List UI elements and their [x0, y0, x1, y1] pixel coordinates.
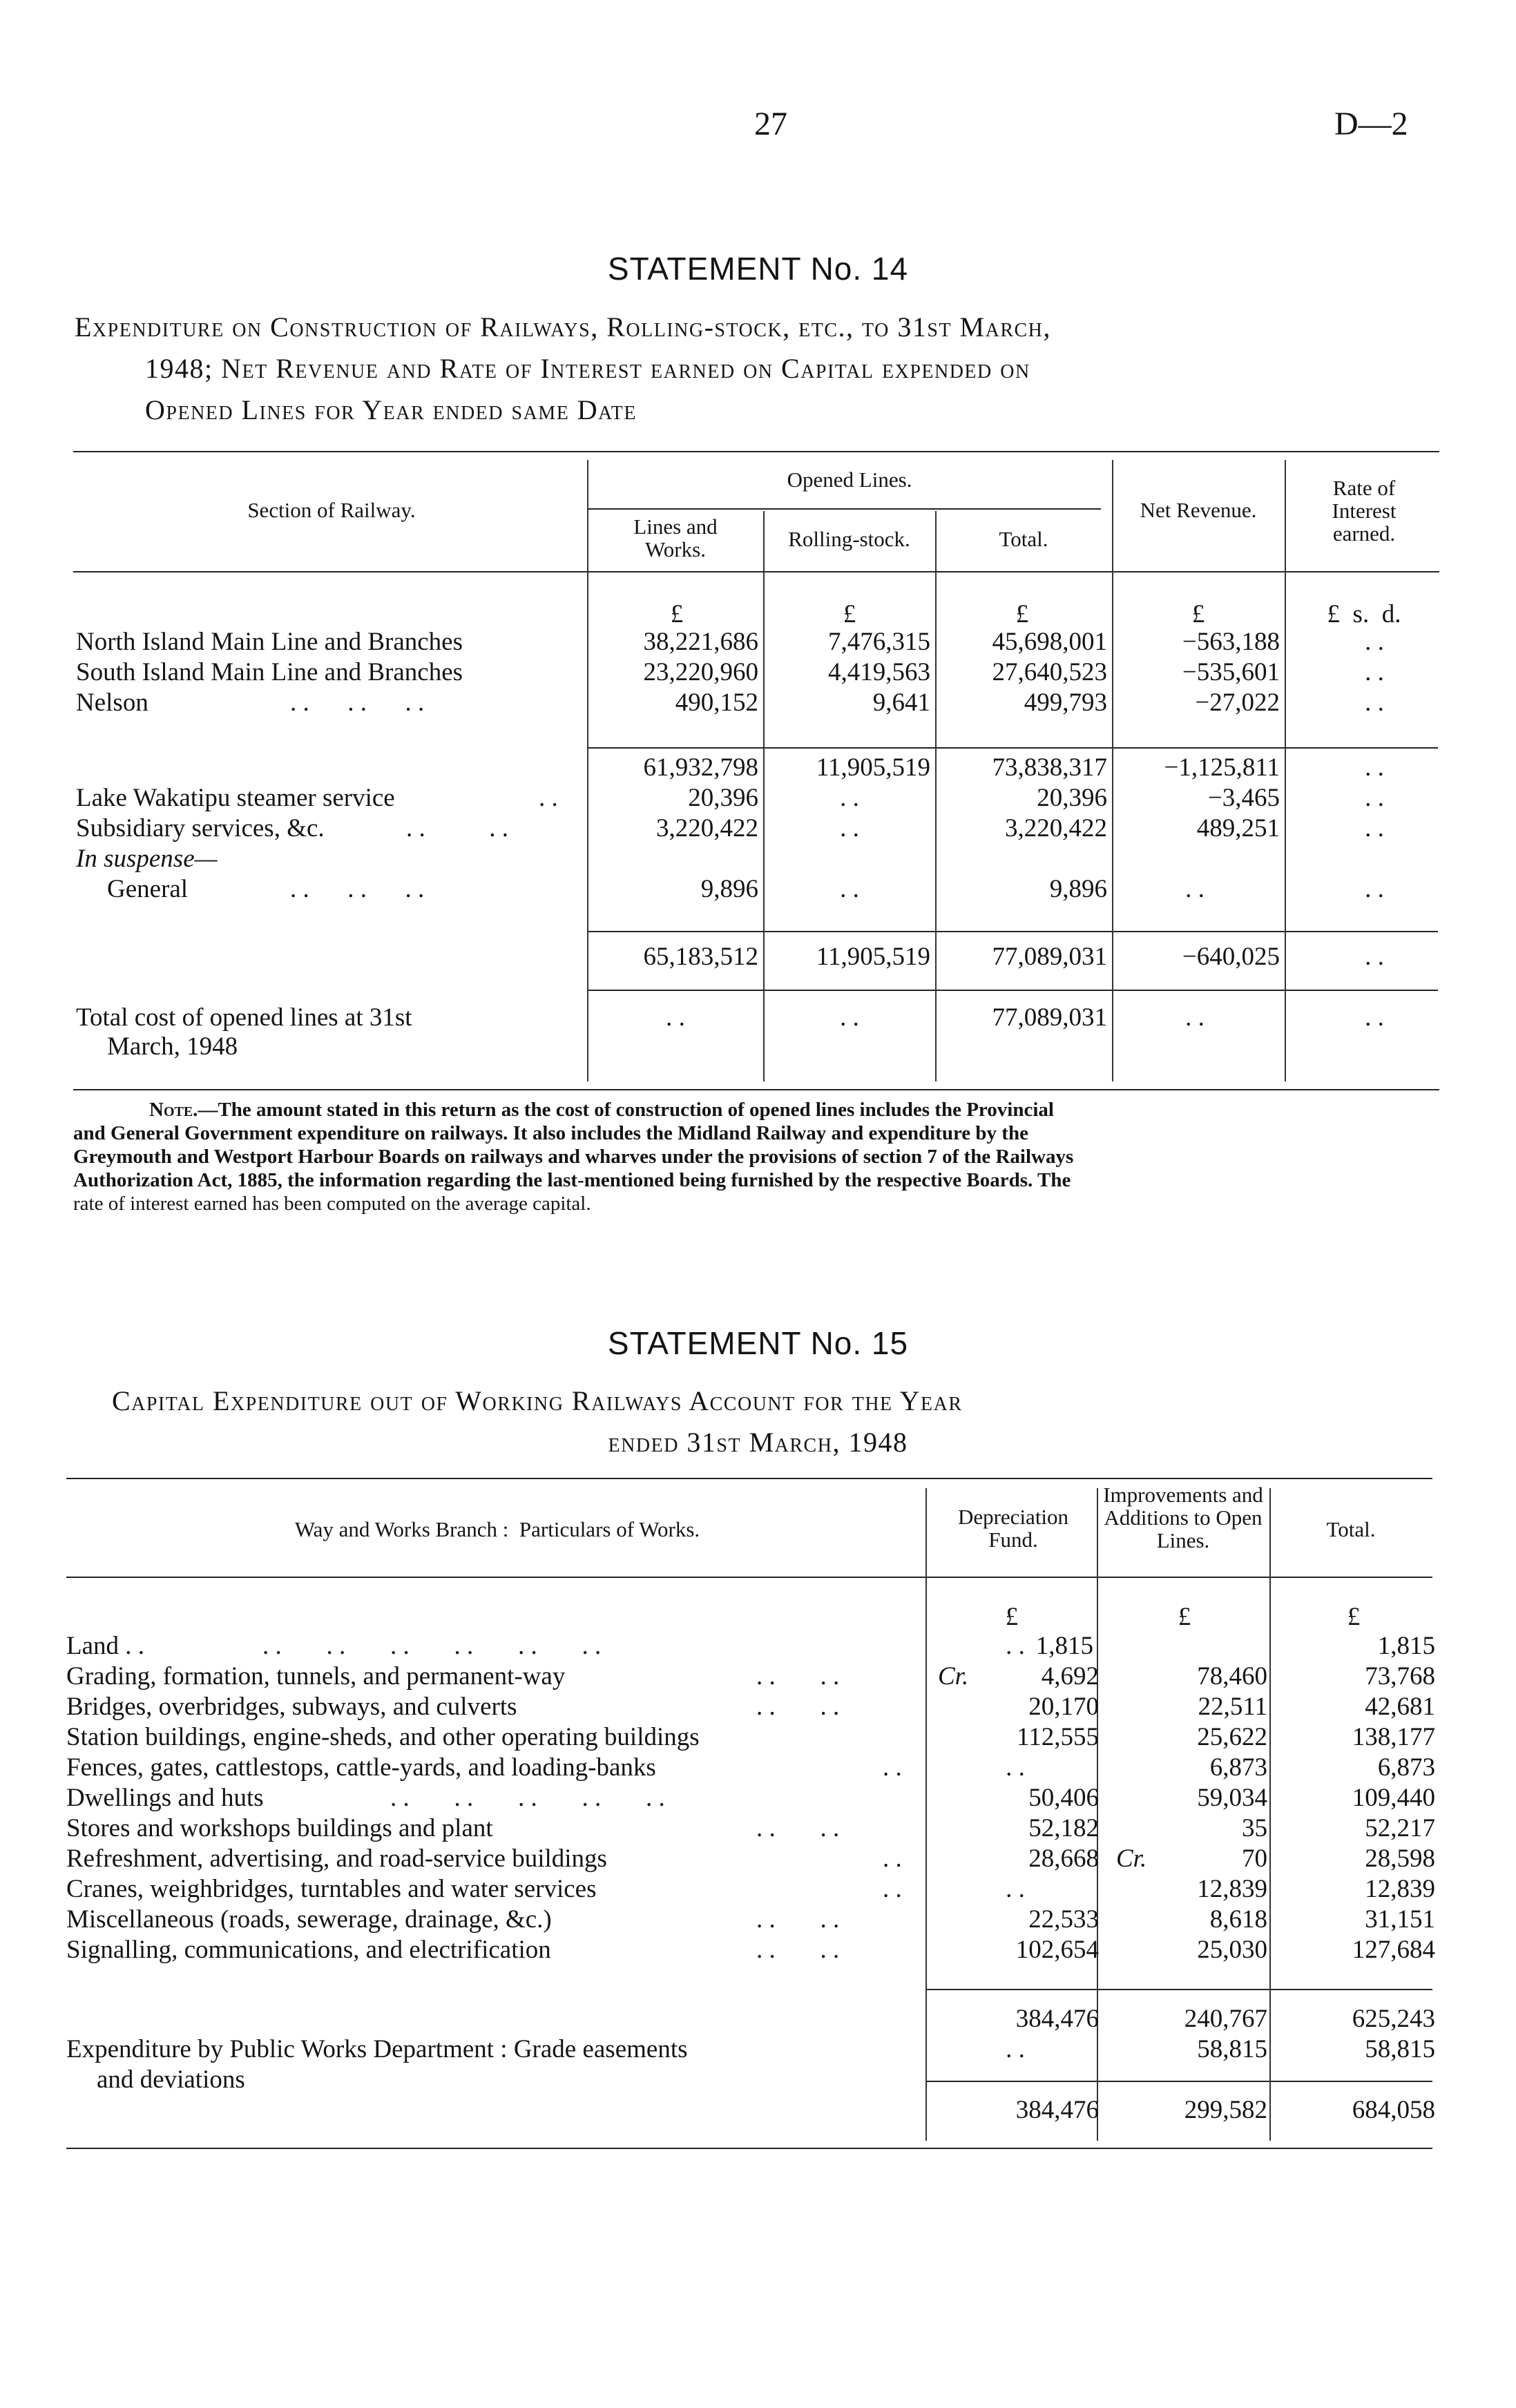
- note-line: [73, 1098, 1437, 1121]
- lines-value: 23,220,960: [643, 658, 758, 686]
- rate-value: . .: [1365, 658, 1384, 686]
- leader-dots: . . . .: [756, 1693, 840, 1721]
- improvements-value: 25,030: [1197, 1936, 1267, 1964]
- rate-value: . .: [1365, 688, 1384, 717]
- statement-14-note: [73, 1098, 1437, 1215]
- note-line-5: rate of interest earned has been computed on the average capital.: [73, 1193, 591, 1215]
- total-value: 45,698,001: [992, 628, 1107, 656]
- depreciation-grand-total: 384,476: [1015, 2096, 1099, 2124]
- total-cost-value: 77,089,031: [992, 1003, 1107, 1032]
- rate-value: . .: [1365, 943, 1384, 971]
- column-header-net-revenue: Net Revenue.: [1140, 498, 1257, 522]
- rate-value: . .: [1365, 628, 1384, 656]
- depreciation-value: 50,406: [1028, 1784, 1099, 1812]
- rolling-value: . .: [840, 1003, 859, 1032]
- total-value: 9,896: [1049, 875, 1107, 903]
- leader-dots: . . . . . .: [290, 875, 425, 903]
- total-cost-label-line-2: March, 1948: [107, 1032, 238, 1061]
- credit-prefix: Cr.: [938, 1662, 969, 1691]
- net-revenue-value: . .: [1185, 1003, 1205, 1032]
- depreciation-value: . .: [1006, 2035, 1025, 2063]
- improvements-value: 12,839: [1197, 1875, 1267, 1903]
- improvements-value: 70: [1242, 1844, 1267, 1873]
- improvements-value: 1,815: [1035, 1632, 1093, 1660]
- total-value: 12,839: [1365, 1875, 1435, 1903]
- particulars-label: Miscellaneous (roads, sewerage, drainage, &c.): [66, 1905, 552, 1934]
- total-value: 27,640,523: [992, 658, 1107, 686]
- total-subtotal: 77,089,031: [992, 943, 1107, 971]
- total-subtotal: 73,838,317: [992, 753, 1107, 782]
- note-line-2: and General Government expenditure on railways. It also includes the Midland Railway and expenditure by the: [73, 1122, 1028, 1144]
- column-rule: [1112, 460, 1113, 1081]
- lines-subtotal: 65,183,512: [643, 943, 758, 971]
- table-rule: [66, 1577, 1432, 1578]
- depreciation-value: . .: [1006, 1875, 1025, 1903]
- row-label: South Island Main Line and Branches: [76, 658, 463, 686]
- row-label: Nelson: [76, 688, 148, 717]
- total-value: 3,220,422: [1005, 814, 1107, 842]
- leader-dots: . .: [539, 784, 558, 812]
- column-rule: [763, 511, 765, 1081]
- rate-value: . .: [1365, 1003, 1384, 1032]
- column-rule: [1269, 1488, 1271, 2141]
- statement-14-caption-line-3: Opened Lines for Year ended same Date: [145, 394, 637, 425]
- depreciation-subtotal: 384,476: [1015, 2005, 1099, 2033]
- lines-value: 20,396: [688, 784, 758, 812]
- net-revenue-subtotal: −1,125,811: [1164, 753, 1280, 782]
- rate-value: . .: [1365, 875, 1384, 903]
- leader-dots: . . . .: [406, 814, 508, 842]
- page-number: 27: [754, 106, 787, 142]
- rolling-value: . .: [840, 814, 859, 842]
- statement-14-caption-line-2: 1948; Net Revenue and Rate of Interest earned on Capital expended on: [145, 353, 1030, 384]
- total-value: 20,396: [1037, 784, 1107, 812]
- unit-label: £: [1015, 600, 1029, 628]
- note-line-4: Authorization Act, 1885, the information regarding the last-mentioned being furnished by the respective Boards. The: [73, 1169, 1071, 1191]
- improvements-subtotal: 240,767: [1184, 2005, 1267, 2033]
- column-header-opened-lines: Opened Lines.: [787, 468, 912, 492]
- rate-value: . .: [1365, 784, 1384, 812]
- statement-15-caption-line-1: Capital Expenditure out of Working Railways Account for the Year: [112, 1385, 963, 1416]
- rolling-value: 9,641: [872, 688, 930, 717]
- rolling-value: 7,476,315: [828, 628, 930, 656]
- table-rule: [587, 990, 1438, 991]
- rolling-value: . .: [840, 784, 859, 812]
- row-label: North Island Main Line and Branches: [76, 628, 463, 656]
- leader-dots: . . . .: [756, 1662, 840, 1691]
- depreciation-value: 22,533: [1028, 1905, 1099, 1934]
- table-rule: [587, 508, 1101, 510]
- total-value: 28,598: [1365, 1844, 1435, 1873]
- note-line-3: Greymouth and Westport Harbour Boards on railways and wharves under the provisions of section 7 of the Railways: [73, 1146, 1074, 1168]
- lines-value: 38,221,686: [643, 628, 758, 656]
- net-revenue-value: 489,251: [1196, 814, 1280, 842]
- total-value: 42,681: [1365, 1693, 1435, 1721]
- total-value: 138,177: [1352, 1723, 1435, 1751]
- pwd-label-line-1: Expenditure by Public Works Department : Grade easements: [66, 2035, 688, 2063]
- column-rule: [1285, 460, 1286, 1081]
- depreciation-value: . .: [1006, 1632, 1025, 1660]
- improvements-value: 6,873: [1209, 1753, 1267, 1782]
- lines-value: 490,152: [675, 688, 758, 717]
- total-value: 73,768: [1365, 1662, 1435, 1691]
- column-rule: [935, 511, 937, 1081]
- depreciation-value: 28,668: [1028, 1844, 1099, 1873]
- particulars-label: Land . .: [66, 1632, 145, 1660]
- particulars-label: Station buildings, engine-sheds, and other operating buildings: [66, 1723, 700, 1751]
- improvements-value: 59,034: [1197, 1784, 1267, 1812]
- document-reference: D—2: [1334, 106, 1408, 142]
- particulars-label: Fences, gates, cattlestops, cattle-yards, and loading-banks: [66, 1753, 656, 1782]
- column-header-section: Section of Railway.: [247, 498, 416, 522]
- leader-dots: . .: [883, 1753, 902, 1782]
- credit-prefix: Cr.: [1116, 1844, 1147, 1873]
- row-label: Lake Wakatipu steamer service: [76, 784, 395, 812]
- note-line-1: —The amount stated in this return as the cost of construction of opened lines includes the Provincial: [198, 1099, 1054, 1121]
- rolling-subtotal: 11,905,519: [816, 753, 930, 782]
- unit-label: £: [1178, 1603, 1191, 1631]
- unit-label: £: [843, 600, 856, 628]
- total-value: 52,217: [1365, 1814, 1435, 1842]
- total-value: 6,873: [1377, 1753, 1435, 1782]
- depreciation-value: 112,555: [1017, 1723, 1099, 1751]
- depreciation-value: . .: [1006, 1753, 1025, 1782]
- particulars-label: Stores and workshops buildings and plant: [66, 1814, 493, 1842]
- column-header-rolling-stock: Rolling-stock.: [788, 527, 910, 551]
- column-rule: [587, 460, 588, 1081]
- unit-label: £: [1191, 600, 1205, 628]
- grand-total: 684,058: [1352, 2096, 1435, 2124]
- lines-value: . .: [666, 1003, 685, 1032]
- leader-dots: . . . .: [756, 1814, 840, 1842]
- improvements-value: 22,511: [1198, 1693, 1267, 1721]
- depreciation-value: 20,170: [1028, 1693, 1099, 1721]
- pwd-label-line-2: and deviations: [97, 2065, 245, 2094]
- net-revenue-value: −563,188: [1182, 628, 1280, 656]
- rate-value: . .: [1365, 814, 1384, 842]
- leader-dots: . . . . . . . . . .: [390, 1784, 665, 1812]
- statement-14-caption-line-1: Expenditure on Construction of Railways, Rolling-stock, etc., to 31st March,: [75, 311, 1051, 343]
- net-revenue-value: . .: [1185, 875, 1205, 903]
- unit-label: £: [1005, 1603, 1019, 1631]
- leader-dots: . . . . . . . . . . . .: [262, 1632, 602, 1660]
- column-header-total: Total.: [999, 527, 1048, 551]
- lines-value: 3,220,422: [656, 814, 758, 842]
- table-rule: [73, 451, 1439, 452]
- table-rule: [925, 2081, 1432, 2082]
- column-header-improvements: Improvements and Additions to Open Lines.: [1103, 1483, 1263, 1552]
- table-rule: [587, 747, 1438, 749]
- improvements-value: 35: [1242, 1814, 1267, 1842]
- total-subtotal: 625,243: [1352, 2005, 1435, 2033]
- net-revenue-value: −3,465: [1207, 784, 1280, 812]
- total-value: 58,815: [1365, 2035, 1435, 2063]
- improvements-grand-total: 299,582: [1184, 2096, 1267, 2124]
- particulars-label: Bridges, overbridges, subways, and culverts: [66, 1693, 517, 1721]
- total-value: 31,151: [1365, 1905, 1435, 1934]
- leader-dots: . .: [883, 1875, 902, 1903]
- depreciation-value: 4,692: [1041, 1662, 1099, 1691]
- in-suspense-label: In suspense—: [76, 845, 218, 873]
- depreciation-value: 102,654: [1015, 1936, 1099, 1964]
- column-header-lines-and-works: Lines and Works.: [633, 514, 718, 561]
- column-header-particulars: Way and Works Branch : Particulars of Works.: [294, 1517, 700, 1541]
- particulars-label: Signalling, communications, and electrification: [66, 1936, 551, 1964]
- row-label: Subsidiary services, &c.: [76, 814, 325, 842]
- leader-dots: . . . .: [756, 1905, 840, 1934]
- statement-15-caption-line-2: ended 31st March, 1948: [608, 1427, 908, 1458]
- unit-label: £: [1347, 1603, 1361, 1631]
- table-rule: [587, 931, 1438, 932]
- statement-14-heading: STATEMENT No. 14: [607, 251, 909, 287]
- particulars-label: Dwellings and huts: [66, 1784, 264, 1812]
- leader-dots: . . . .: [756, 1936, 840, 1964]
- particulars-label: Grading, formation, tunnels, and permanent-way: [66, 1662, 566, 1691]
- total-value: 1,815: [1377, 1632, 1435, 1660]
- depreciation-value: 52,182: [1028, 1814, 1099, 1842]
- rolling-value: . .: [840, 875, 859, 903]
- net-revenue-subtotal: −640,025: [1182, 943, 1280, 971]
- improvements-value: 25,622: [1197, 1723, 1267, 1751]
- rolling-subtotal: 11,905,519: [816, 943, 930, 971]
- column-header-depreciation: Depreciation Fund.: [957, 1505, 1069, 1552]
- total-value: 499,793: [1024, 688, 1107, 717]
- improvements-value: 78,460: [1197, 1662, 1267, 1691]
- particulars-label: Refreshment, advertising, and road-service buildings: [66, 1844, 607, 1873]
- unit-label: £ s. d.: [1327, 600, 1401, 628]
- leader-dots: . . . . . .: [290, 688, 425, 717]
- improvements-value: 8,618: [1209, 1905, 1267, 1934]
- particulars-label: Cranes, weighbridges, turntables and water services: [66, 1875, 597, 1903]
- table-rule: [73, 571, 1439, 572]
- improvements-value: 58,815: [1197, 2035, 1267, 2063]
- column-header-rate-of-interest: Rate of Interest earned.: [1332, 476, 1397, 546]
- total-cost-label-line-1: Total cost of opened lines at 31st: [76, 1003, 412, 1032]
- unit-label: £: [670, 600, 684, 628]
- rolling-value: 4,419,563: [828, 658, 930, 686]
- table-rule: [66, 1478, 1432, 1479]
- column-header-total: Total.: [1326, 1517, 1376, 1541]
- column-rule: [925, 1488, 927, 2141]
- table-rule: [73, 1089, 1439, 1090]
- total-value: 109,440: [1352, 1784, 1435, 1812]
- note-lead: Note.: [149, 1099, 198, 1121]
- row-label: General: [107, 875, 189, 903]
- statement-15-heading: STATEMENT No. 15: [607, 1325, 909, 1361]
- leader-dots: . .: [883, 1844, 902, 1873]
- net-revenue-value: −535,601: [1182, 658, 1280, 686]
- table-rule: [66, 2148, 1432, 2149]
- table-rule: [925, 1989, 1432, 1990]
- lines-subtotal: 61,932,798: [643, 753, 758, 782]
- net-revenue-value: −27,022: [1195, 688, 1280, 717]
- rate-value: . .: [1365, 753, 1384, 782]
- lines-value: 9,896: [700, 875, 758, 903]
- total-value: 127,684: [1352, 1936, 1435, 1964]
